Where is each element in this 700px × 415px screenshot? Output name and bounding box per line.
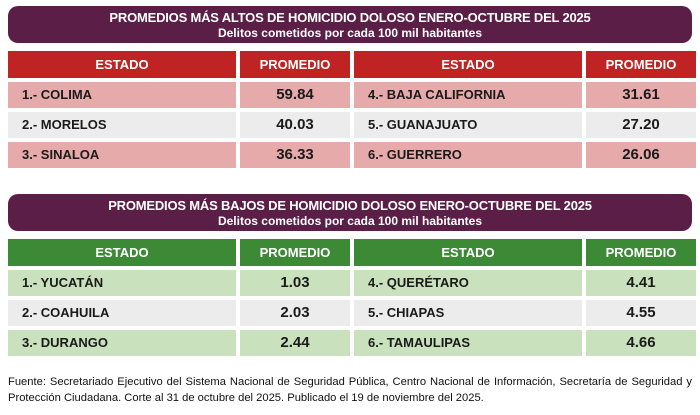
state-average: 4.66	[586, 330, 696, 356]
lowest-averages-subtitle: Delitos cometidos por cada 100 mil habitantes	[217, 213, 483, 228]
state-average: 4.55	[586, 300, 696, 326]
state-name: 1.- COLIMA	[8, 82, 236, 108]
column-header-estado: ESTADO	[354, 51, 582, 78]
state-name: 2.- MORELOS	[8, 112, 236, 138]
state-name: 5.- CHIAPAS	[354, 300, 582, 326]
state-average: 4.41	[586, 270, 696, 296]
state-average: 31.61	[586, 82, 696, 108]
state-average: 59.84	[240, 82, 350, 108]
state-name: 6.- TAMAULIPAS	[354, 330, 582, 356]
column-header-promedio: PROMEDIO	[586, 51, 696, 78]
state-average: 36.33	[240, 142, 350, 168]
highest-averages-title: PROMEDIOS MÁS ALTOS DE HOMICIDIO DOLOSO ENERO-OCTUBRE DEL 2025	[109, 9, 591, 25]
lowest-averages-title: PROMEDIOS MÁS BAJOS DE HOMICIDIO DOLOSO ENERO-OCTUBRE DEL 2025	[108, 197, 592, 213]
column-header-promedio: PROMEDIO	[586, 239, 696, 266]
column-header-estado: ESTADO	[354, 239, 582, 266]
highest-averages-table	[8, 51, 692, 168]
state-name: 2.- COAHUILA	[8, 300, 236, 326]
state-average: 26.06	[586, 142, 696, 168]
state-average: 1.03	[240, 270, 350, 296]
state-name: 6.- GUERRERO	[354, 142, 582, 168]
highest-averages-section	[8, 6, 692, 168]
state-name: 3.- DURANGO	[8, 330, 236, 356]
highest-averages-subtitle: Delitos cometidos por cada 100 mil habitantes	[217, 25, 483, 40]
column-header-promedio: PROMEDIO	[240, 239, 350, 266]
lowest-averages-section	[8, 194, 692, 356]
lowest-averages-table	[8, 239, 692, 356]
state-name: 3.- SINALOA	[8, 142, 236, 168]
column-header-estado: ESTADO	[8, 239, 236, 266]
state-name: 5.- GUANAJUATO	[354, 112, 582, 138]
lowest-averages-banner	[8, 194, 692, 231]
state-average: 2.44	[240, 330, 350, 356]
state-name: 1.- YUCATÁN	[8, 270, 236, 296]
state-name: 4.- QUERÉTARO	[354, 270, 582, 296]
highest-averages-banner	[8, 6, 692, 43]
state-name: 4.- BAJA CALIFORNIA	[354, 82, 582, 108]
state-average: 2.03	[240, 300, 350, 326]
column-header-estado: ESTADO	[8, 51, 236, 78]
column-header-promedio: PROMEDIO	[240, 51, 350, 78]
state-average: 40.03	[240, 112, 350, 138]
state-average: 27.20	[586, 112, 696, 138]
source-footnote: Fuente: Secretariado Ejecutivo del Sistema Nacional de Seguridad Pública, Centro Nacional de Información, Secretaría de Seguridad y Protección Ciudadana. Corte al 31 de octubre del 2025. Publicado el 19 de noviembre del 2025.	[8, 376, 692, 404]
